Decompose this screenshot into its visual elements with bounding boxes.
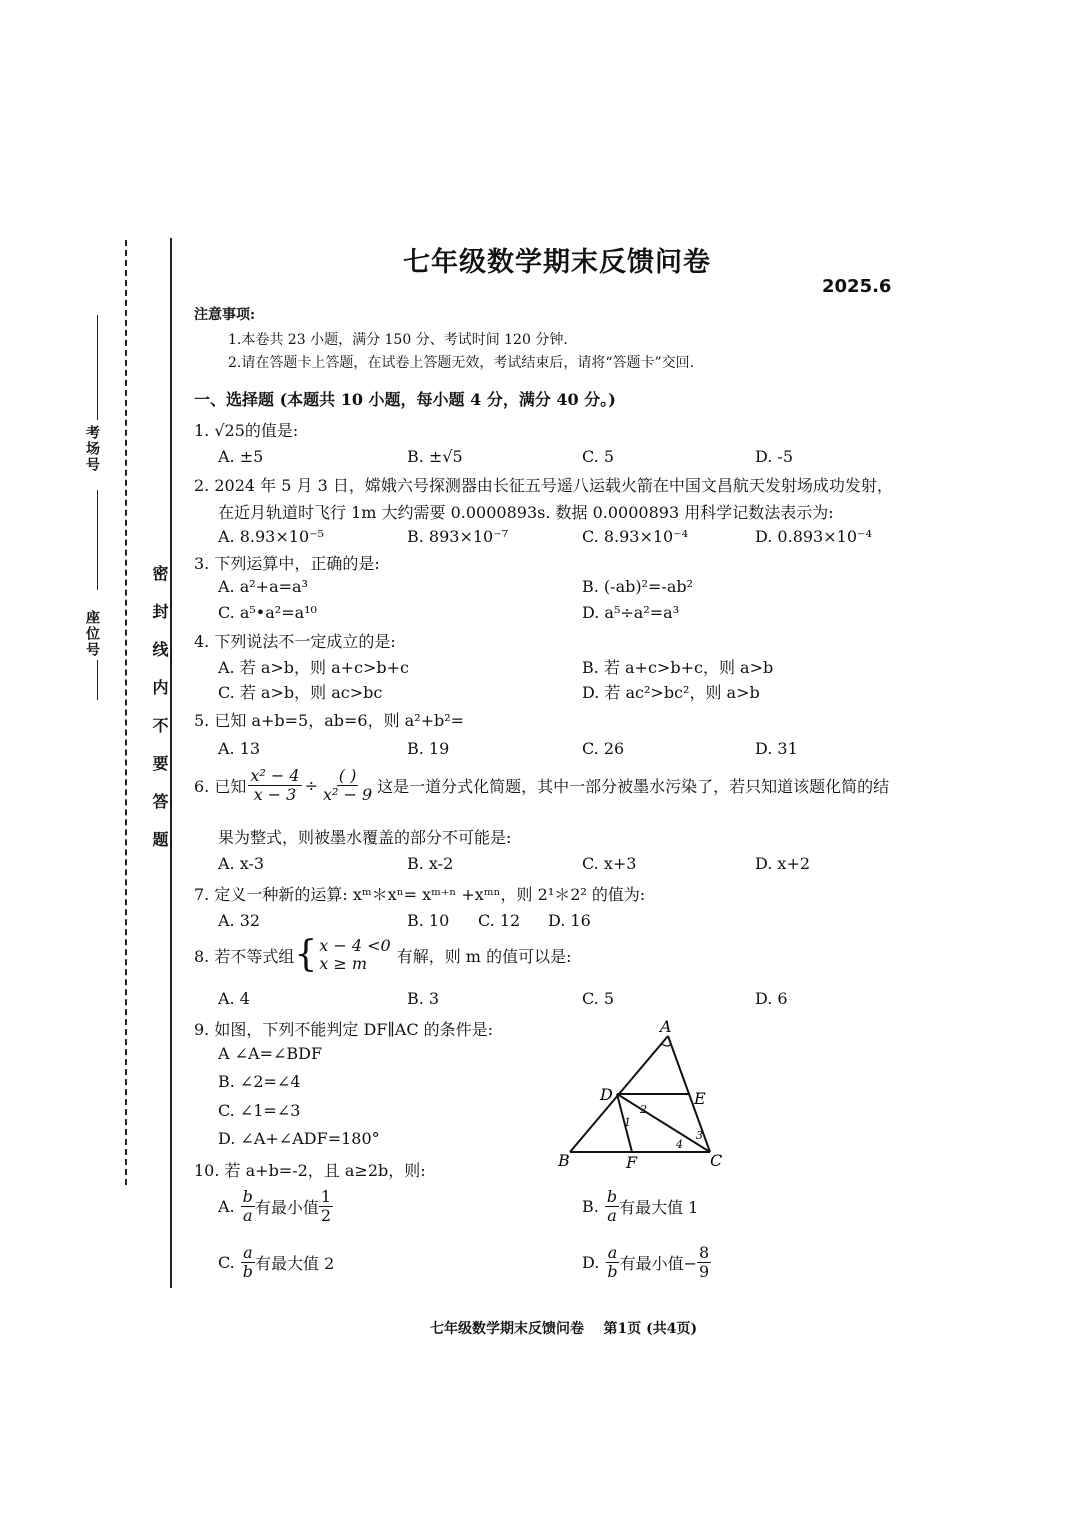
- q10-a-num: b: [242, 1187, 253, 1206]
- notice-line-1: 1.本卷共 23 小题，满分 150 分、考试时间 120 分钟.: [228, 332, 568, 348]
- q6-frac1-den: x − 3: [253, 784, 297, 804]
- q10-stem: 10. 若 a+b=-2，且 a≥2b，则:: [194, 1161, 426, 1180]
- section-title: 一、选择题 (本题共 10 小题，每小题 4 分，满分 40 分。): [194, 390, 616, 409]
- q8-inequality-system: [294, 934, 391, 976]
- q4-option-b: B. 若 a+c>b+c，则 a>b: [582, 658, 774, 677]
- q6-option-d: D. x+2: [755, 854, 811, 873]
- q10-d-vnum: 8: [699, 1243, 710, 1262]
- notice-heading: 注意事项:: [194, 307, 256, 323]
- q2-stem-line-1: 2. 2024 年 5 月 3 日，嫦娥六号探测器由长征五号遥八运载火箭在中国文昌航天发射场成功发射，: [194, 476, 893, 495]
- q4-option-d: D. 若 ac²>bc²，则 a>b: [582, 683, 760, 702]
- q10-a-label: A.: [218, 1196, 235, 1216]
- q5-option-a: A. 13: [218, 739, 261, 758]
- q2-option-c: C. 8.93×10⁻⁴: [582, 527, 689, 546]
- q4-option-a: A. 若 a>b，则 a+c>b+c: [218, 658, 410, 677]
- q10-d-vden: 9: [699, 1261, 710, 1281]
- q7-option-b: B. 10: [407, 911, 450, 930]
- q5-option-d: D. 31: [755, 739, 798, 758]
- q10-b-den: a: [607, 1205, 617, 1225]
- q2-option-d: D. 0.893×10⁻⁴: [755, 527, 872, 546]
- q10-c-fraction: [241, 1244, 255, 1280]
- q10-a-value: [319, 1188, 333, 1224]
- q10-a-vnum: 1: [320, 1187, 332, 1206]
- q10-option-d: [582, 1244, 711, 1280]
- q10-option-b: [582, 1188, 698, 1224]
- q3-option-c: C. a⁵•a²=a¹⁰: [218, 603, 317, 622]
- q6-prefix: 6. 已知: [194, 776, 247, 796]
- q1-option-c: C. 5: [582, 447, 615, 466]
- q1-option-d: D. -5: [755, 447, 794, 466]
- q6-fraction-1: [248, 767, 301, 803]
- q7-option-d: D. 16: [548, 911, 591, 930]
- q6-option-b: B. x-2: [407, 854, 454, 873]
- seat-label: 座位号: [84, 610, 100, 658]
- q9-option-d: D. ∠A+∠ADF=180°: [218, 1129, 380, 1148]
- exam-room-underline-2: [97, 490, 98, 590]
- q8-option-a: A. 4: [218, 989, 250, 1008]
- q9-option-b: B. ∠2=∠4: [218, 1072, 301, 1091]
- point-A: A: [660, 1018, 672, 1036]
- q6-option-a: A. x-3: [218, 854, 265, 873]
- q8-option-c: C. 5: [582, 989, 615, 1008]
- notice-line-2: 2.请在答题卡上答题，在试卷上答题无效，考试结束后，请将“答题卡”交回.: [228, 355, 695, 371]
- q1-stem: 1. √25的值是:: [194, 421, 299, 440]
- q6-stem-line-2: 果为整式，则被墨水覆盖的部分不可能是:: [218, 828, 512, 847]
- q3-option-b: B. (-ab)²=-ab²: [582, 577, 694, 596]
- q10-a-den: a: [242, 1205, 253, 1225]
- exam-date: 2025.6: [822, 276, 892, 297]
- q8-prefix: 8. 若不等式组: [194, 946, 295, 966]
- q6-stem: [194, 767, 889, 803]
- q5-stem: 5. 已知 a+b=5，ab=6，则 a²+b²=: [194, 711, 465, 730]
- angle-label-4: 4: [676, 1138, 683, 1151]
- q7-option-a: A. 32: [218, 911, 261, 930]
- seal-notice: 密封线内不要答题: [150, 565, 169, 869]
- q10-option-a: [218, 1188, 333, 1224]
- q10-d-value: [697, 1244, 711, 1280]
- q9-stem: 9. 如图，下列不能判定 DF∥AC 的条件是:: [194, 1020, 494, 1039]
- q2-option-a: A. 8.93×10⁻⁵: [218, 527, 324, 546]
- seat-underline: [97, 660, 98, 700]
- q10-a-text: 有最小值: [254, 1197, 319, 1217]
- q6-divide-sign: ÷: [304, 775, 318, 795]
- q10-d-text: 有最小值−: [619, 1253, 698, 1273]
- q10-b-label: B.: [582, 1196, 599, 1216]
- q10-a-vden: 2: [320, 1205, 332, 1225]
- q7-option-c: C. 12: [478, 911, 521, 930]
- point-B: B: [558, 1151, 570, 1170]
- q4-stem: 4. 下列说法不一定成立的是:: [194, 632, 396, 651]
- q10-d-num: a: [607, 1243, 618, 1262]
- q8-inequality-2: x ≥ m: [319, 954, 368, 974]
- q8-inequality-1: x − 4 <0: [319, 936, 391, 955]
- q10-d-den: b: [607, 1261, 618, 1281]
- q10-b-text: 有最大值 1: [619, 1197, 699, 1217]
- page-title: 七年级数学期末反馈问卷: [403, 247, 711, 278]
- q10-option-c: [218, 1244, 334, 1280]
- q4-option-c: C. 若 a>b，则 ac>bc: [218, 683, 383, 702]
- q10-b-fraction: [605, 1188, 619, 1224]
- page-footer: 七年级数学期末反馈问卷 第1页 (共4页): [430, 1321, 698, 1337]
- q9-option-c: C. ∠1=∠3: [218, 1101, 301, 1120]
- q10-c-den: b: [242, 1261, 254, 1281]
- dashed-binding-line: [125, 240, 127, 1185]
- q10-d-label: D.: [582, 1252, 600, 1272]
- point-F: F: [626, 1153, 638, 1172]
- angle-label-3: 3: [696, 1129, 703, 1142]
- q6-frac1-num: x² − 4: [250, 766, 300, 785]
- point-E: E: [694, 1089, 706, 1108]
- left-brace-icon: {: [294, 934, 318, 976]
- q1-option-b: B. ±√5: [407, 447, 463, 466]
- q3-option-a: A. a²+a=a³: [218, 577, 308, 596]
- q6-frac2-num: ( ): [338, 766, 357, 785]
- q10-c-text: 有最大值 2: [255, 1253, 335, 1273]
- angle-label-2: 2: [640, 1103, 647, 1116]
- q8-suffix: 有解，则 m 的值可以是:: [396, 946, 572, 966]
- q8-stem: [194, 934, 572, 976]
- q7-stem: 7. 定义一种新的运算: xᵐ＊xⁿ= xᵐ⁺ⁿ +xᵐⁿ，则 2¹＊2² 的值为:: [194, 885, 646, 904]
- angle-arc-A: [662, 1044, 671, 1046]
- q5-option-b: B. 19: [407, 739, 450, 758]
- angle-label-1: 1: [624, 1116, 631, 1129]
- q1-option-a: A. ±5: [218, 447, 264, 466]
- q3-option-d: D. a⁵÷a²=a³: [582, 603, 680, 622]
- q3-stem: 3. 下列运算中，正确的是:: [194, 554, 380, 573]
- point-C: C: [710, 1151, 723, 1170]
- q6-fraction-2: [321, 767, 374, 803]
- q9-triangle-figure: [550, 1018, 740, 1178]
- q6-option-c: C. x+3: [582, 854, 637, 873]
- point-D: D: [600, 1085, 613, 1104]
- q2-stem-line-2: 在近月轨道时飞行 1m 大约需要 0.0000893s. 数据 0.0000893 用科学记数法表示为:: [218, 503, 834, 522]
- q10-c-label: C.: [218, 1252, 235, 1272]
- q9-option-a: A ∠A=∠BDF: [218, 1044, 323, 1063]
- q8-option-d: D. 6: [755, 989, 788, 1008]
- q6-frac2-den: x² − 9: [322, 784, 373, 804]
- q10-a-fraction: [241, 1188, 255, 1224]
- q8-option-b: B. 3: [407, 989, 440, 1008]
- q6-suffix: 这是一道分式化简题，其中一部分被墨水污染了，若只知道该题化简的结: [377, 776, 890, 796]
- q10-d-fraction: [605, 1244, 619, 1280]
- exam-room-underline: [97, 315, 98, 420]
- exam-room-label: 考场号: [84, 425, 100, 473]
- q2-option-b: B. 893×10⁻⁷: [407, 527, 509, 546]
- q10-c-num: a: [243, 1243, 253, 1262]
- q10-b-num: b: [606, 1187, 618, 1206]
- q5-option-c: C. 26: [582, 739, 625, 758]
